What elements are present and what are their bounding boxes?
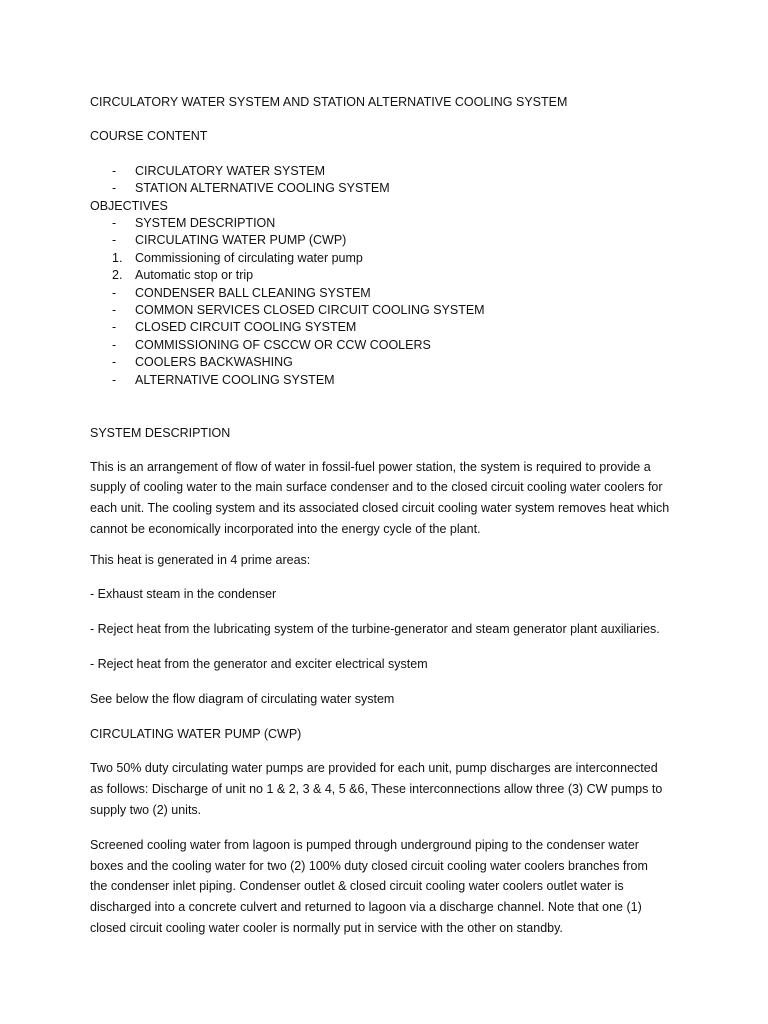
list-marker: - — [112, 163, 117, 178]
list-item — [90, 163, 690, 180]
paragraph-line: supply two (2) units. — [90, 803, 202, 818]
list-item-text: CIRCULATORY WATER SYSTEM — [135, 163, 326, 178]
list-marker: - — [112, 285, 117, 300]
system-description-paragraph — [90, 457, 690, 540]
document-body — [90, 94, 690, 939]
paragraph-line: closed circuit cooling water cooler is normally put in service with the other on standby. — [90, 921, 563, 936]
list-marker: - — [112, 320, 117, 335]
list-item-text: CLOSED CIRCUIT COOLING SYSTEM — [135, 320, 357, 335]
objectives-heading: OBJECTIVES — [90, 198, 168, 213]
paragraph-line: discharged into a concrete culvert and returned to lagoon via a discharge channel. Note that one (1) — [90, 900, 642, 915]
heat-area-item: - Reject heat from the lubricating system of the turbine-generator and steam generator plant auxiliaries. — [90, 622, 660, 637]
list-item-text: COMMON SERVICES CLOSED CIRCUIT COOLING SYSTEM — [135, 303, 485, 318]
list-item — [90, 215, 690, 232]
list-marker: - — [112, 216, 117, 231]
list-item-text: Commissioning of circulating water pump — [135, 250, 363, 265]
paragraph-line: as follows: Discharge of unit no 1 & 2, 3 & 4, 5 &6, These interconnections allow three (3) CW pumps to — [90, 782, 663, 797]
paragraph-line: Screened cooling water from lagoon is pumped through underground piping to the condenser water — [90, 837, 639, 852]
system-description-heading: SYSTEM DESCRIPTION — [90, 426, 231, 441]
list-item-text: SYSTEM DESCRIPTION — [135, 216, 276, 231]
list-item-text: COMMISSIONING OF CSCCW OR CCW COOLERS — [135, 337, 431, 352]
heat-area-item: - Reject heat from the generator and exciter electrical system — [90, 657, 428, 672]
list-marker: 1. — [112, 250, 123, 265]
list-marker: - — [112, 337, 117, 352]
heat-intro: This heat is generated in 4 prime areas: — [90, 552, 311, 567]
list-item — [90, 337, 690, 354]
list-marker: - — [112, 303, 117, 318]
list-item — [90, 180, 690, 197]
list-item — [90, 232, 690, 249]
list-item — [90, 319, 690, 336]
paragraph-line: each unit. The cooling system and its associated closed circuit cooling water system removes heat which — [90, 501, 670, 516]
list-item-text: ALTERNATIVE COOLING SYSTEM — [135, 372, 335, 387]
course-content-list — [90, 163, 690, 198]
paragraph-line: This is an arrangement of flow of water in fossil-fuel power station, the system is required to provide a — [90, 459, 651, 474]
list-marker: - — [112, 233, 117, 248]
cwp-heading: CIRCULATING WATER PUMP (CWP) — [90, 726, 302, 741]
list-marker: - — [112, 372, 117, 387]
list-item-text: CONDENSER BALL CLEANING SYSTEM — [135, 285, 371, 300]
paragraph-line: cannot be economically incorporated into the energy cycle of the plant. — [90, 521, 481, 536]
paragraph-line: boxes and the cooling water for two (2) 100% duty closed circuit cooling water coolers branches from — [90, 858, 648, 873]
list-marker: 2. — [112, 268, 123, 283]
cwp-paragraph-1 — [90, 758, 690, 820]
list-item-text: COOLERS BACKWASHING — [135, 355, 293, 370]
cwp-paragraph-2 — [90, 835, 690, 939]
list-marker: - — [112, 181, 117, 196]
list-item — [90, 354, 690, 371]
list-item — [90, 302, 690, 319]
list-item — [90, 372, 690, 389]
list-item-text: CIRCULATING WATER PUMP (CWP) — [135, 233, 347, 248]
objectives-list — [90, 215, 690, 389]
flow-diagram-note: See below the flow diagram of circulating water system — [90, 691, 395, 706]
list-item-text: Automatic stop or trip — [135, 268, 254, 283]
document-title: CIRCULATORY WATER SYSTEM AND STATION ALTERNATIVE COOLING SYSTEM — [90, 95, 568, 109]
list-marker: - — [112, 355, 117, 370]
list-item — [90, 285, 690, 302]
heat-area-item: - Exhaust steam in the condenser — [90, 587, 277, 602]
list-item — [90, 250, 690, 267]
paragraph-line: Two 50% duty circulating water pumps are provided for each unit, pump discharges are interconnected — [90, 761, 658, 776]
course-content-heading: COURSE CONTENT — [90, 129, 208, 144]
list-item-text: STATION ALTERNATIVE COOLING SYSTEM — [135, 181, 390, 196]
paragraph-line: supply of cooling water to the main surface condenser and to the closed circuit cooling water coolers for — [90, 480, 663, 495]
paragraph-line: the condenser inlet piping. Condenser outlet & closed circuit cooling water coolers outlet water is — [90, 879, 624, 894]
list-item — [90, 267, 690, 284]
